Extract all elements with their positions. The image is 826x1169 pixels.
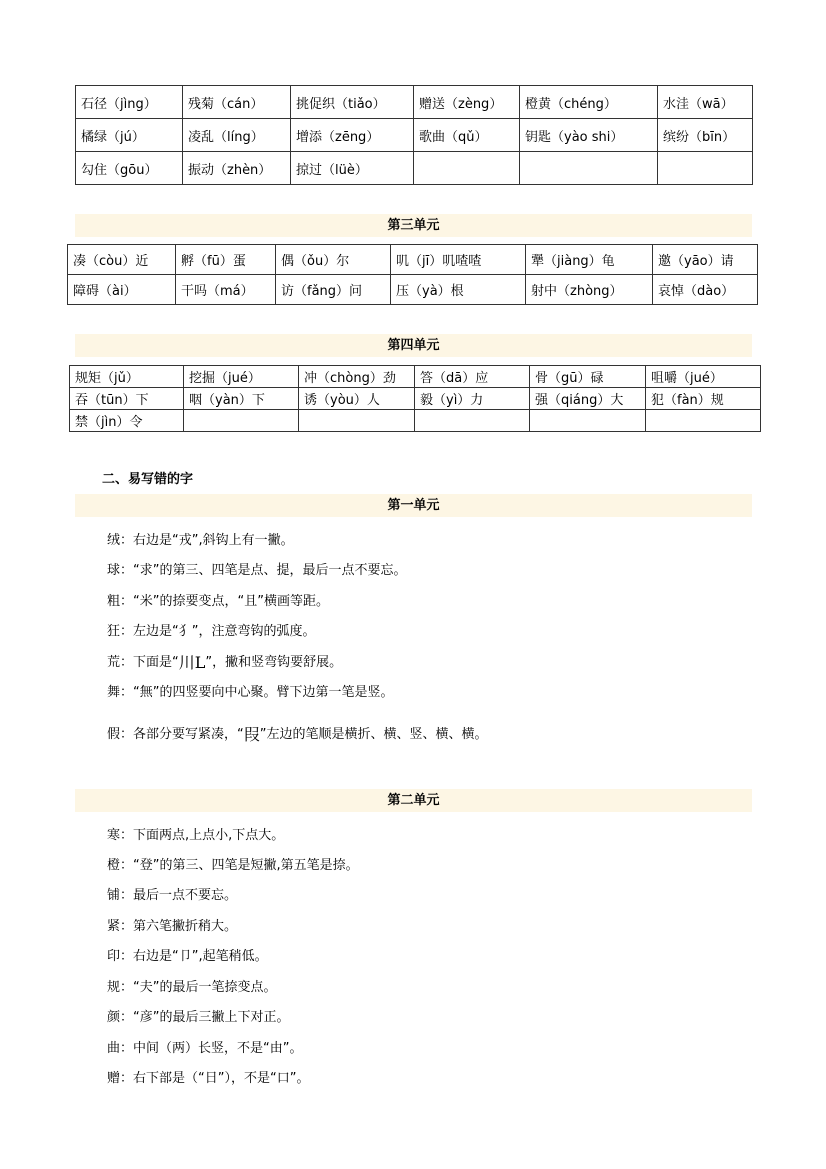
table-cell: 冲（chòng）劲 [299,366,415,388]
table-cell: 咀嚼（jué） [646,366,761,388]
note-text: 右下部是（“日”），不是“口”。 [133,1071,310,1086]
table-cell: 缤纷（bīn） [658,119,753,152]
table-cell: 橙黄（chéng） [520,86,658,119]
note-char: 铺 [107,888,121,903]
unit4-pinyin-table [69,365,761,432]
table-row [70,366,761,388]
table-cell [658,152,753,185]
table-row [76,86,753,119]
note-char: 舞 [107,685,121,700]
note-text: “夫”的最后一笔捺变点。 [133,980,277,995]
note-item: 绒：右边是“戎”,斜钩上有一撇。 [107,533,294,548]
table-cell: 残菊（cán） [183,86,291,119]
table-cell: 干吗（má） [176,275,276,305]
table-cell: 挑促织（tiǎo） [291,86,414,119]
table-cell: 压（yà）根 [391,275,526,305]
note-item: 寒：下面两点,上点小,下点大。 [107,828,285,843]
note-char: 绒 [107,533,121,548]
note-char: 赠 [107,1071,121,1086]
table-cell: 偶（ǒu）尔 [276,245,391,275]
table-cell: 石径（jìng） [76,86,183,119]
note-item: 颜：“彦”的最后三撇上下对正。 [107,1010,290,1025]
table-cell: 禁（jìn）令 [70,410,184,432]
table-cell: 水洼（wā） [658,86,753,119]
table-cell: 叽（jī）叽喳喳 [391,245,526,275]
unit3-header: 第三单元 [75,214,752,237]
note-text: “登”的第三、四笔是短撇,第五笔是捺。 [133,858,359,873]
table-cell [184,410,299,432]
table-cell [415,410,530,432]
note-item: 狂：左边是“犭”，注意弯钩的弧度。 [107,624,316,639]
table-row [68,245,758,275]
unit3-pinyin-table [67,244,758,305]
component-glyph: 叚 [243,725,260,744]
note-char: 假 [107,727,121,742]
note-char: 印 [107,949,121,964]
table-cell: 毅（yì）力 [415,388,530,410]
component-glyph: 川L [178,653,206,672]
table-cell: 射中（zhòng） [526,275,653,305]
note-item: 规：“夫”的最后一笔捺变点。 [107,980,277,995]
note-char: 颜 [107,1010,121,1025]
note-text: “求”的第三、四笔是点、提，最后一点不要忘。 [133,563,407,578]
note-item: 紧：第六笔撇折稍大。 [107,919,238,934]
table-cell: 访（fǎng）问 [276,275,391,305]
note-char: 粗 [107,594,121,609]
table-cell: 孵（fū）蛋 [176,245,276,275]
note-text: 下面两点,上点小,下点大。 [133,828,285,843]
table-cell: 凌乱（líng） [183,119,291,152]
table-cell: 强（qiáng）大 [530,388,646,410]
table-cell: 犟（jiàng）龟 [526,245,653,275]
table-cell: 掠过（lüè） [291,152,414,185]
section2-unit1-header: 第一单元 [75,494,752,517]
note-char: 寒 [107,828,121,843]
table-cell: 赠送（zèng） [414,86,520,119]
note-text: 下面是“ [133,655,179,670]
table-cell: 规矩（jǔ） [70,366,184,388]
note-item: 铺：最后一点不要忘。 [107,888,238,903]
note-char: 球 [107,563,121,578]
table-cell: 邀（yāo）请 [653,245,758,275]
table-cell: 挖掘（jué） [184,366,299,388]
table-cell: 咽（yàn）下 [184,388,299,410]
table-row [76,152,753,185]
table-row [70,388,761,410]
table-cell: 骨（gū）碌 [530,366,646,388]
note-item: 赠：右下部是（“日”），不是“口”。 [107,1071,310,1086]
note-text: ”左边的笔顺是横折、横、竖、横、横。 [259,727,488,742]
table-cell [646,410,761,432]
section2-unit2-header: 第二单元 [75,789,752,812]
note-item: 曲：中间（两）长竖，不是“由”。 [107,1041,303,1056]
table-row [76,119,753,152]
table-cell: 诱（yòu）人 [299,388,415,410]
table-cell [530,410,646,432]
note-text: 第六笔撇折稍大。 [133,919,238,934]
note-item: 荒：下面是“川L”，撇和竖弯钩要舒展。 [107,650,342,673]
note-char: 曲 [107,1041,121,1056]
note-text: 左边是“犭”，注意弯钩的弧度。 [133,624,316,639]
table-cell: 歌曲（qǔ） [414,119,520,152]
note-text: “米”的捺要变点，“且”横画等距。 [133,594,329,609]
note-item: 球：“求”的第三、四笔是点、提，最后一点不要忘。 [107,563,407,578]
note-text: 右边是“卩”,起笔稍低。 [133,949,268,964]
table-cell: 哀悼（dào） [653,275,758,305]
note-item: 舞：“無”的四竖要向中心聚。臂下边第一笔是竖。 [107,685,394,700]
unit2-pinyin-table [75,85,753,185]
note-item: 印：右边是“卩”,起笔稍低。 [107,949,268,964]
note-text: ”，撇和竖弯钩要舒展。 [205,655,343,670]
note-text: “彦”的最后三撇上下对正。 [133,1010,290,1025]
table-cell: 勾住（gōu） [76,152,183,185]
table-cell: 橘绿（jú） [76,119,183,152]
table-cell [520,152,658,185]
note-char: 荒 [107,655,121,670]
note-text: 各部分要写紧凑，“ [133,727,244,742]
note-char: 橙 [107,858,121,873]
table-cell: 凑（còu）近 [68,245,176,275]
note-char: 紧 [107,919,121,934]
note-item: 假：各部分要写紧凑，“叚”左边的笔顺是横折、横、竖、横、横。 [107,722,488,745]
table-cell: 答（dā）应 [415,366,530,388]
unit4-header: 第四单元 [75,334,752,357]
table-cell [299,410,415,432]
note-text: 右边是“戎”,斜钩上有一撇。 [133,533,294,548]
table-cell: 障碍（ài） [68,275,176,305]
note-item: 橙：“登”的第三、四笔是短撇,第五笔是捺。 [107,858,359,873]
table-row [68,275,758,305]
note-char: 规 [107,980,121,995]
note-item: 粗：“米”的捺要变点，“且”横画等距。 [107,594,329,609]
table-cell: 吞（tūn）下 [70,388,184,410]
table-cell: 振动（zhèn） [183,152,291,185]
section-title: 二、易写错的字 [102,472,194,487]
note-char: 狂 [107,624,121,639]
table-cell [414,152,520,185]
table-row [70,410,761,432]
note-text: 中间（两）长竖，不是“由”。 [133,1041,303,1056]
table-cell: 钥匙（yào shi） [520,119,658,152]
note-text: 最后一点不要忘。 [133,888,238,903]
note-text: “無”的四竖要向中心聚。臂下边第一笔是竖。 [133,685,394,700]
table-cell: 犯（fàn）规 [646,388,761,410]
table-cell: 增添（zēng） [291,119,414,152]
